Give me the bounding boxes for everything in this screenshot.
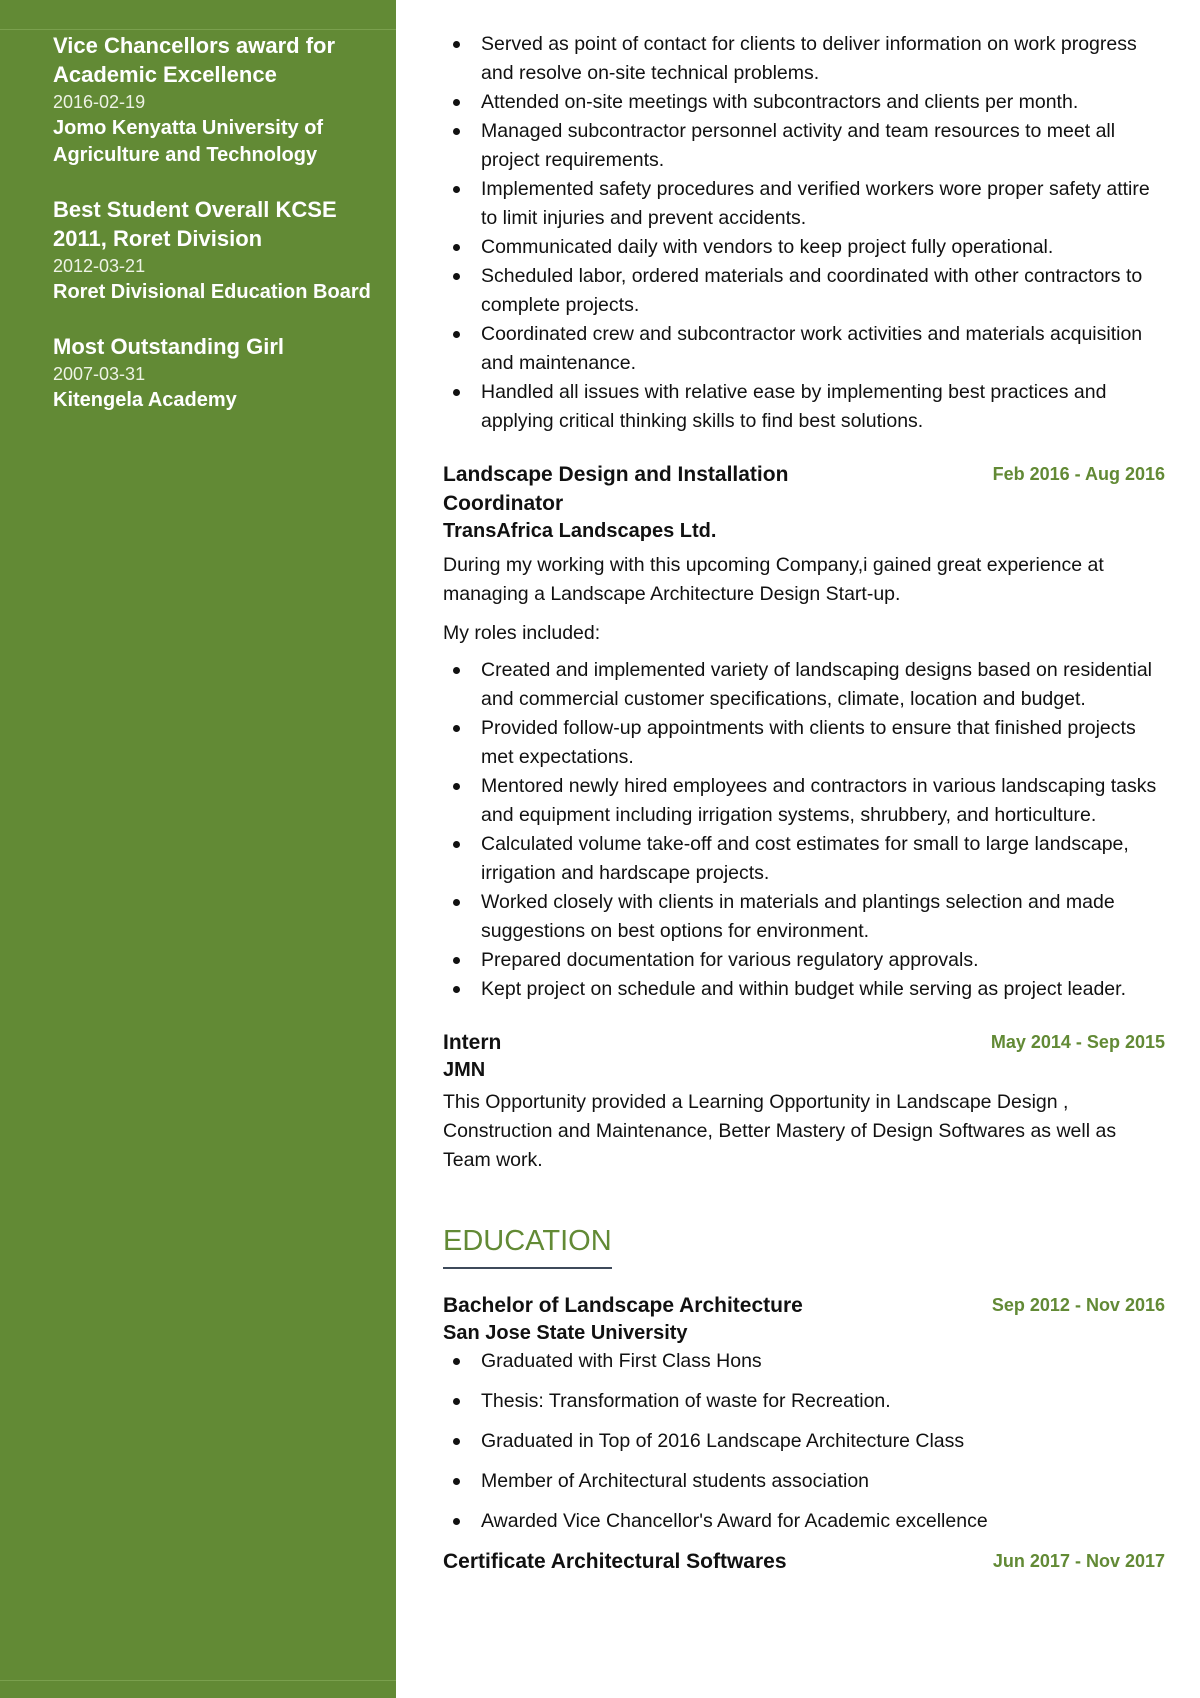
job-bullets bbox=[443, 656, 1165, 1004]
award-title: Most Outstanding Girl bbox=[53, 334, 284, 359]
job-company: TransAfrica Landscapes Ltd. bbox=[443, 520, 717, 542]
bullet-item: Communicated daily with vendors to keep project fully operational. bbox=[443, 233, 1165, 262]
degree-title: Bachelor of Landscape Architecture bbox=[443, 1294, 803, 1317]
divider bbox=[0, 1680, 396, 1681]
bullet-item: Managed subcontractor personnel activity and team resources to meet all project requirements. bbox=[443, 117, 1165, 175]
education-entry bbox=[443, 1291, 1165, 1536]
bullet-item: Served as point of contact for clients to deliver information on work progress and resolve on-site technical problems. bbox=[443, 30, 1165, 88]
award-date: 2007-03-31 bbox=[53, 364, 146, 384]
bullet-item: Calculated volume take-off and cost estimates for small to large landscape, irrigation and hardscape projects. bbox=[443, 830, 1165, 888]
award-item bbox=[53, 195, 373, 306]
education-date: Sep 2012 - Nov 2016 bbox=[991, 1295, 1165, 1315]
bullet-item: Coordinated crew and subcontractor work activities and materials acquisition and maintenance. bbox=[443, 320, 1165, 378]
job-title: Landscape Design and Installation Coordinator bbox=[443, 463, 789, 515]
job-entry bbox=[443, 460, 1165, 1004]
bullet-item: Mentored newly hired employees and contractors in various landscaping tasks and equipment including irrigation systems, shrubbery, and horticulture. bbox=[443, 772, 1165, 830]
job-entry bbox=[443, 1028, 1165, 1175]
award-date: 2012-03-21 bbox=[53, 256, 146, 276]
sidebar bbox=[0, 0, 396, 1698]
roles-label: My roles included: bbox=[443, 622, 601, 644]
job-description: This Opportunity provided a Learning Opportunity in Landscape Design , Construction and Maintenance, Better Mastery of Design Softwares as well as Team work. bbox=[443, 1091, 1117, 1171]
bullet-item: Created and implemented variety of landscaping designs based on residential and commercial customer specifications, climate, location and budget. bbox=[443, 656, 1165, 714]
previous-job-bullets bbox=[443, 30, 1165, 436]
award-org: Jomo Kenyatta University of Agriculture and Technology bbox=[53, 117, 324, 166]
divider bbox=[0, 29, 396, 30]
bullet-item: Scheduled labor, ordered materials and coordinated with other contractors to complete projects. bbox=[443, 262, 1165, 320]
bullet-item: Awarded Vice Chancellor's Award for Academic excellence bbox=[443, 1507, 1165, 1536]
award-org: Kitengela Academy bbox=[53, 389, 237, 411]
job-date: May 2014 - Sep 2015 bbox=[990, 1032, 1165, 1052]
awards-list bbox=[53, 31, 373, 440]
education-bullets bbox=[443, 1347, 1165, 1536]
job-date: Feb 2016 - Aug 2016 bbox=[992, 464, 1165, 484]
job-company: JMN bbox=[443, 1059, 486, 1081]
bullet-item: Attended on-site meetings with subcontractors and clients per month. bbox=[443, 88, 1165, 117]
degree-title: Certificate Architectural Softwares bbox=[443, 1550, 787, 1573]
bullet-item: Graduated with First Class Hons bbox=[443, 1347, 1165, 1376]
bullet-item: Provided follow-up appointments with clients to ensure that finished projects met expectations. bbox=[443, 714, 1165, 772]
award-item bbox=[53, 31, 373, 169]
section-heading-education: EDUCATION bbox=[443, 1221, 612, 1269]
bullet-item: Prepared documentation for various regulatory approvals. bbox=[443, 946, 1165, 975]
bullet-item: Handled all issues with relative ease by implementing best practices and applying critical thinking skills to find best solutions. bbox=[443, 378, 1165, 436]
award-title: Vice Chancellors award for Academic Excellence bbox=[53, 33, 336, 87]
bullet-item: Thesis: Transformation of waste for Recreation. bbox=[443, 1387, 1165, 1416]
award-date: 2016-02-19 bbox=[53, 92, 146, 112]
bullet-item: Kept project on schedule and within budget while serving as project leader. bbox=[443, 975, 1165, 1004]
job-title: Intern bbox=[443, 1031, 502, 1054]
school-name: San Jose State University bbox=[443, 1322, 688, 1344]
job-description: During my working with this upcoming Company,i gained great experience at managing a Landscape Architecture Design Start-up. bbox=[443, 554, 1104, 605]
bullet-item: Implemented safety procedures and verified workers wore proper safety attire to limit injuries and prevent accidents. bbox=[443, 175, 1165, 233]
education-date: Jun 2017 - Nov 2017 bbox=[992, 1551, 1165, 1571]
main-content bbox=[443, 30, 1165, 1576]
award-title: Best Student Overall KCSE 2011, Roret Division bbox=[53, 197, 337, 251]
award-item bbox=[53, 332, 373, 414]
education-entry bbox=[443, 1547, 1165, 1576]
bullet-item: Member of Architectural students association bbox=[443, 1467, 1165, 1496]
award-org: Roret Divisional Education Board bbox=[53, 281, 371, 303]
bullet-item: Worked closely with clients in materials and plantings selection and made suggestions on best options for environment. bbox=[443, 888, 1165, 946]
bullet-item: Graduated in Top of 2016 Landscape Architecture Class bbox=[443, 1427, 1165, 1456]
